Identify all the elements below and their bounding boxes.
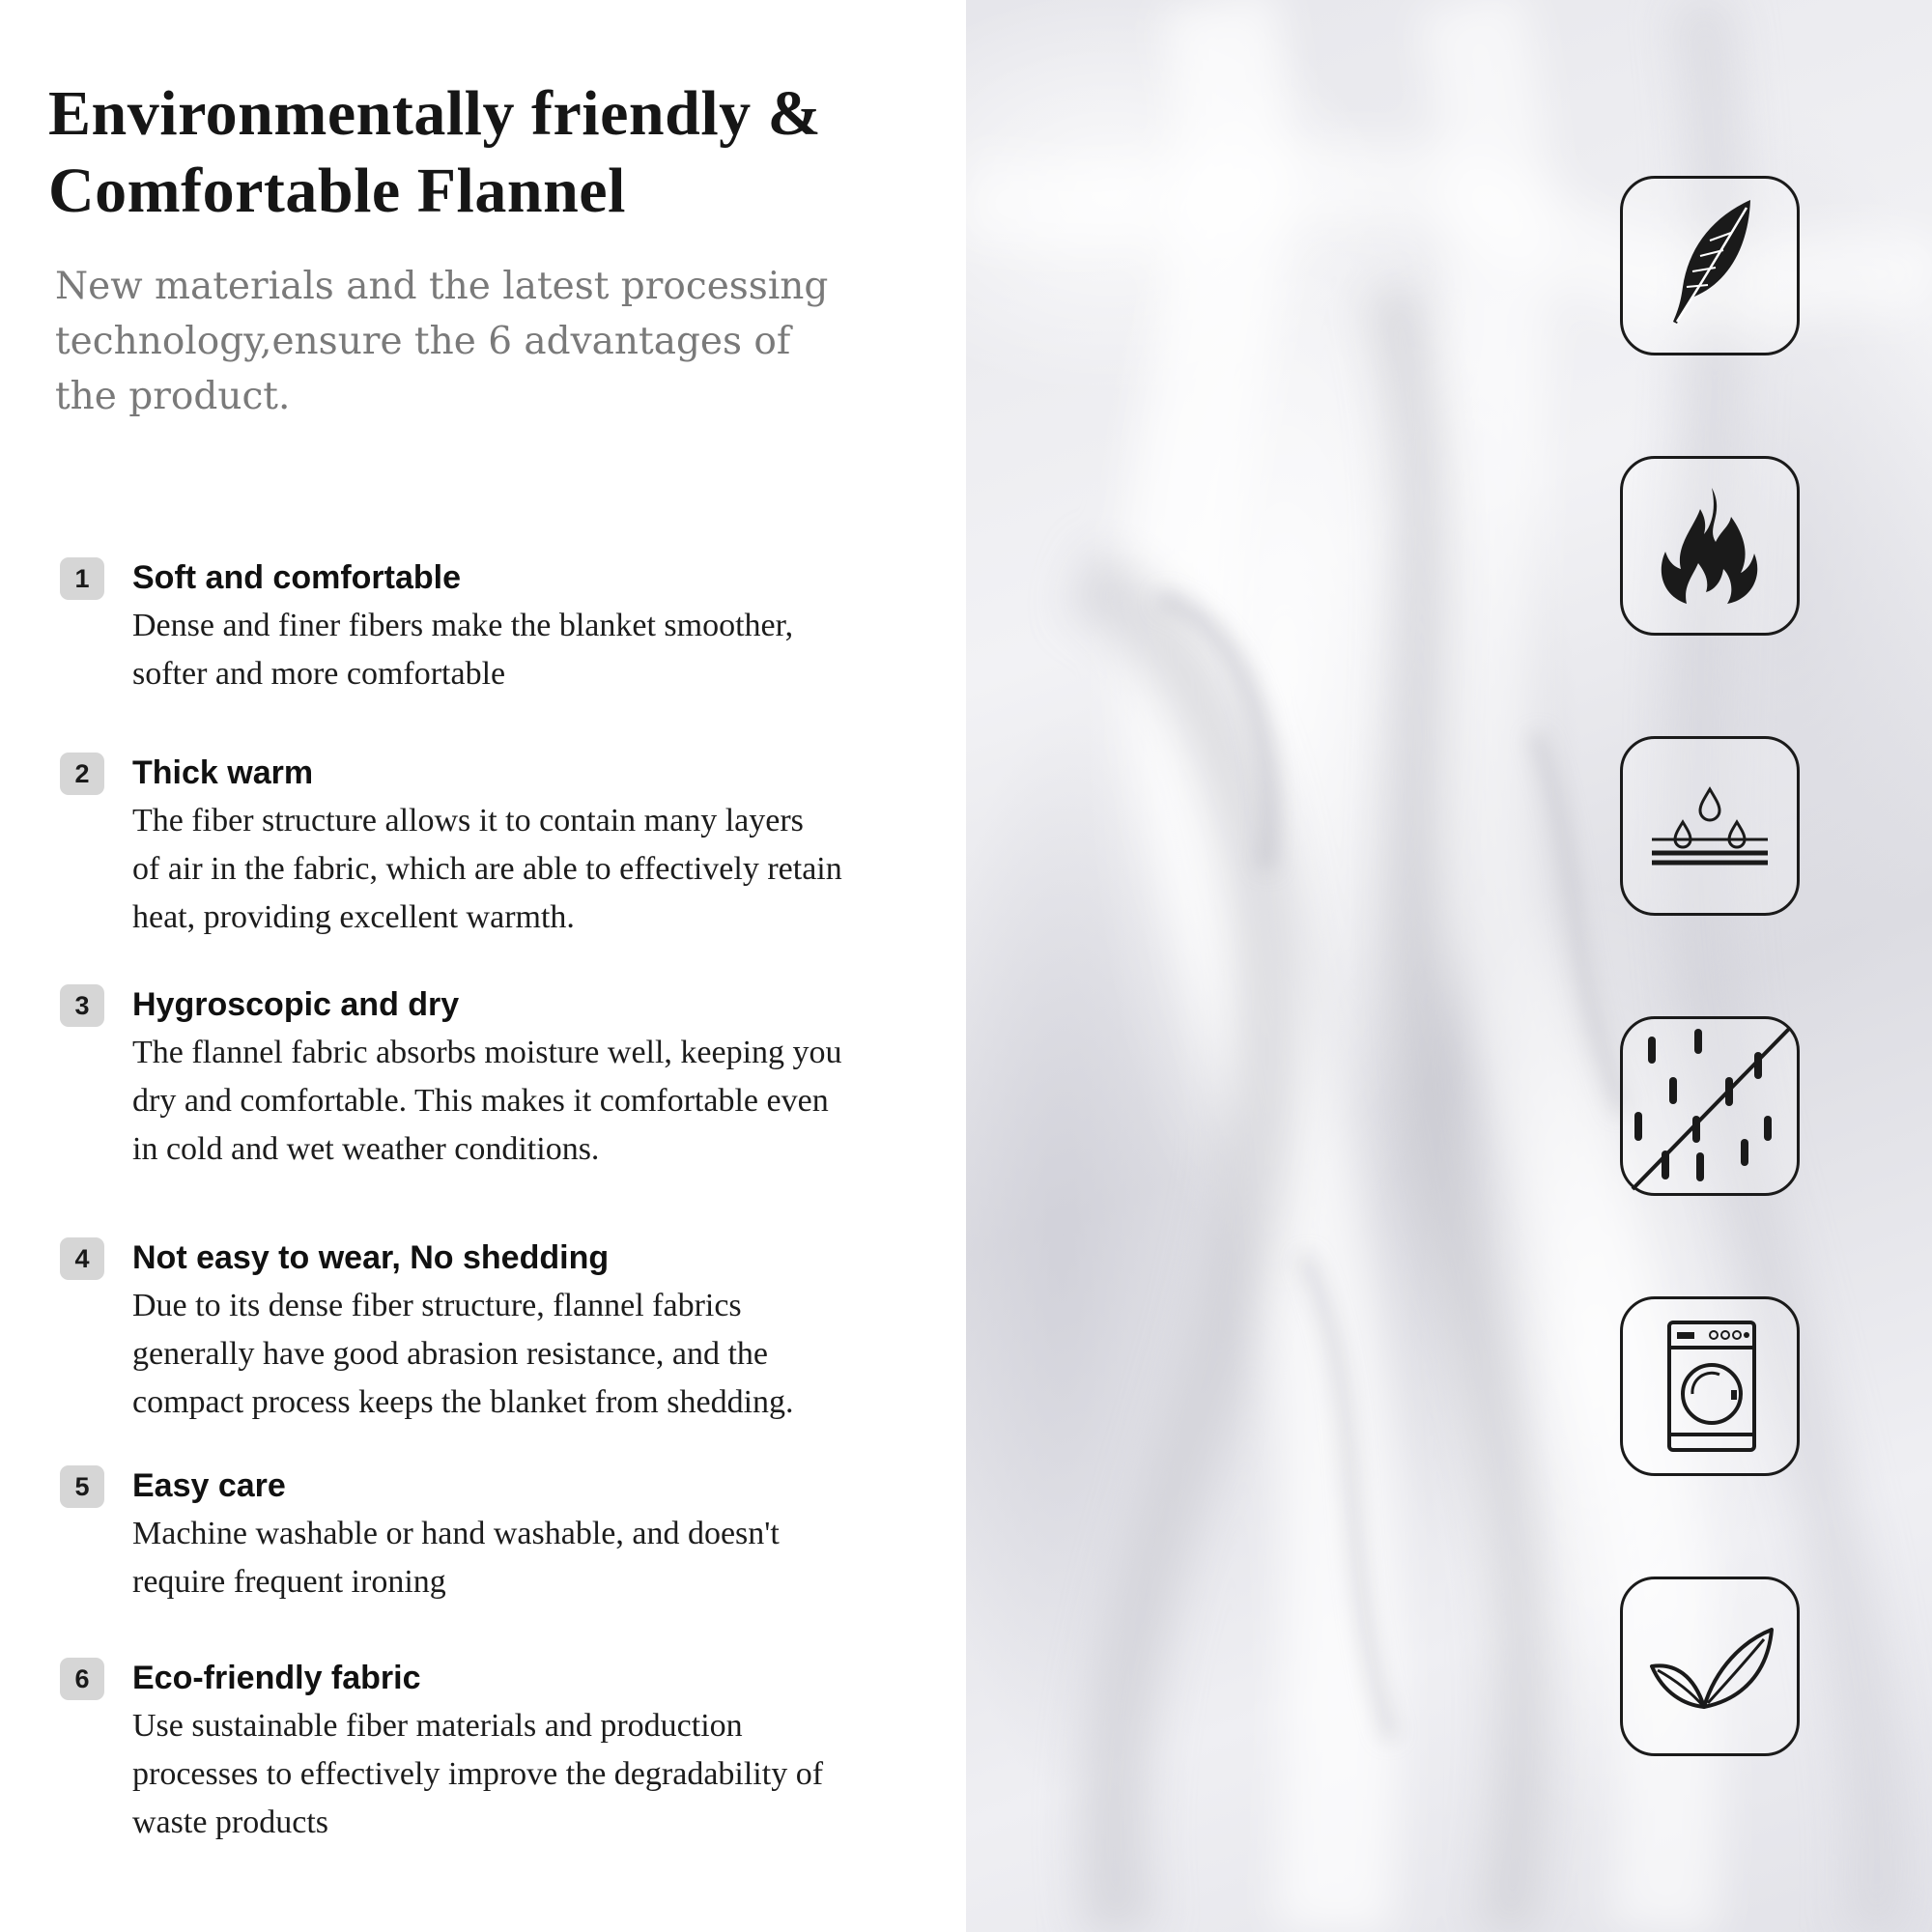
feature-description <box>132 797 963 942</box>
feature-number-badge: 6 <box>60 1658 104 1700</box>
feature-title: Easy care <box>132 1467 286 1504</box>
feature-description-line: processes to effectively improve the degradability of <box>132 1756 824 1792</box>
feature-description-line: dry and comfortable. This makes it comfortable even <box>132 1083 829 1119</box>
feature-description-line: Use sustainable fiber materials and production <box>132 1708 743 1744</box>
leaves-icon <box>1623 1579 1797 1753</box>
feature-description-line: Dense and finer fibers make the blanket smoother, <box>132 608 794 643</box>
feature-number-badge: 3 <box>60 984 104 1027</box>
feature-number-badge: 4 <box>60 1237 104 1280</box>
feature-description-line: waste products <box>132 1804 329 1840</box>
feature-title: Not easy to wear, No shedding <box>132 1239 610 1276</box>
fabric-photo-panel <box>966 0 1932 1932</box>
feature-description-line: generally have good abrasion resistance, and the <box>132 1336 769 1372</box>
feature-description-line: The flannel fabric absorbs moisture well, keeping you <box>132 1035 842 1070</box>
feather-icon <box>1623 179 1797 353</box>
feature-description-line: The fiber structure allows it to contain many layers <box>132 803 804 838</box>
feature-description-line: Due to its dense fiber structure, flannel fabrics <box>132 1288 742 1323</box>
no-rain-icon <box>1623 1019 1797 1193</box>
feature-icon-tile-soft <box>1620 176 1800 355</box>
feature-description <box>132 1510 963 1606</box>
feature-title: Thick warm <box>132 754 314 791</box>
intro-line-2: technology,ensure the 6 advantages of <box>55 320 791 363</box>
intro-line-3: the product. <box>55 375 291 418</box>
feature-title: Soft and comfortable <box>132 559 462 596</box>
feature-icon-tile-wear-resistant <box>1620 1016 1800 1196</box>
feature-description-line: heat, providing excellent warmth. <box>132 899 575 935</box>
washing-machine-icon <box>1623 1299 1797 1473</box>
feature-title: Eco-friendly fabric <box>132 1660 421 1696</box>
feature-description <box>132 1702 963 1847</box>
page-title <box>48 75 918 230</box>
moisture-wicking-icon <box>1623 739 1797 913</box>
feature-description <box>132 1029 963 1174</box>
feature-description-line: Machine washable or hand washable, and doesn't <box>132 1516 780 1551</box>
feature-description-line: softer and more comfortable <box>132 656 506 692</box>
intro-line-1: New materials and the latest processing <box>55 265 829 308</box>
feature-number-badge: 2 <box>60 753 104 795</box>
feature-icon-tile-easy-care <box>1620 1296 1800 1476</box>
feature-number-badge: 5 <box>60 1465 104 1508</box>
flame-icon <box>1623 459 1797 633</box>
feature-description-line: require frequent ironing <box>132 1564 446 1600</box>
intro-text <box>55 259 905 424</box>
feature-icon-tile-warm <box>1620 456 1800 636</box>
page-title-line-1: Environmentally friendly & <box>48 78 822 149</box>
feature-number-badge: 1 <box>60 557 104 600</box>
feature-icon-tile-eco <box>1620 1577 1800 1756</box>
feature-description-line: compact process keeps the blanket from shedding. <box>132 1384 794 1420</box>
page-title-line-2: Comfortable Flannel <box>48 156 626 226</box>
feature-description-line: in cold and wet weather conditions. <box>132 1131 600 1167</box>
feature-icon-tile-hygroscopic <box>1620 736 1800 916</box>
feature-description <box>132 602 963 698</box>
feature-description-line: of air in the fabric, which are able to effectively retain <box>132 851 842 887</box>
feature-title: Hygroscopic and dry <box>132 986 460 1023</box>
feature-description <box>132 1282 963 1427</box>
